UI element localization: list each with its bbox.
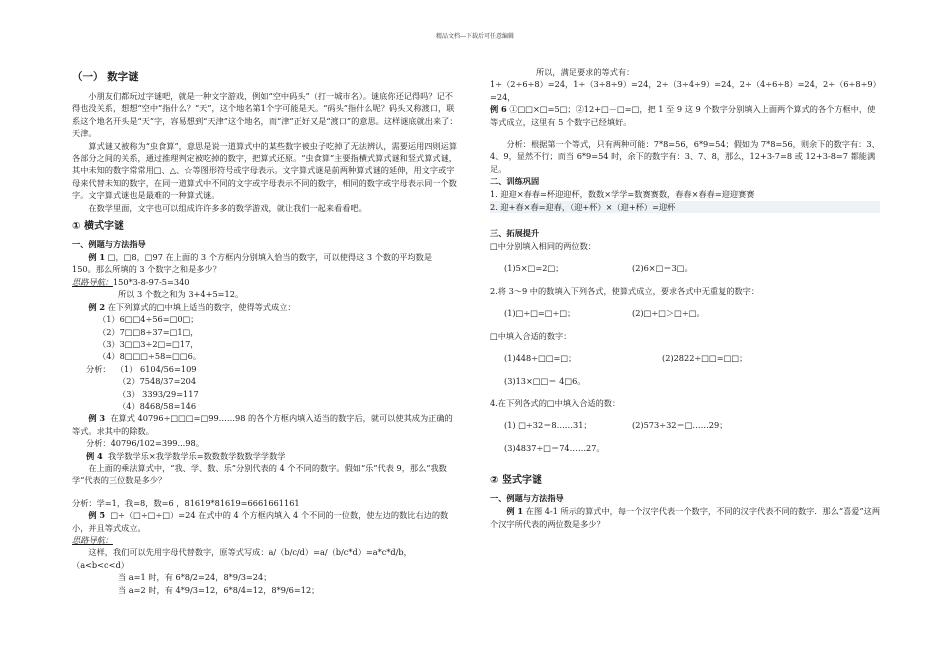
example-6 <box>490 103 880 128</box>
example-5-case: 当 a=1 时，有 6*8/2=24，8*9/3=24； <box>118 572 272 583</box>
extension-1-heading: □中分别填入相同的两位数： <box>490 241 596 252</box>
analysis-line: （3） 3393/29=117 <box>118 388 199 399</box>
intro-paragraph-2: 算式谜又被称为“虫食算”，意思是说一道算式中的某些数字被虫子吃掉了无法辨认，需要运用四则运算各部分之间的关系，通过推理判定被吃掉的数字，把算式还原。“虫食算”主要指横式算式谜和竖式算式谜，其中未知的数字常常用□、△、☆等图形符号或字母表示。文字算式谜是前两种算式谜的延伸，用文字或字母来代替未知的数字，在同一道算式中不同的文字或字母表示不同的数字，相同的数字或字母表示同一个数字。文字算式谜也是最难的一种算式谜。 <box>72 140 458 201</box>
extension-3-row <box>490 352 880 364</box>
continued-equations: 1÷（2÷6÷8）=24，1÷（3÷8÷9）=24，2÷（3÷4÷9）=24，2÷（4÷6÷8）=24，2÷（6÷8÷9）=24， <box>490 79 877 102</box>
continued-intro: 所以，满足要求的等式有： <box>536 67 635 77</box>
question: (1)448÷□□=□； <box>504 353 577 364</box>
example-4-equation: 我学数学乐×我学数学乐=数数数学数数学学数学 <box>107 450 286 461</box>
analysis-line: （2）7548/37=204 <box>118 376 197 387</box>
extension-heading: 三、拓展提升 <box>490 228 540 239</box>
section-2-heading: 一、例题与方法指导 <box>490 493 564 504</box>
question: (1)□÷□=□÷□； <box>504 308 576 319</box>
example-4-analysis: 分析：学=1，我=8，数=6 ，81619*81619=6661661161 <box>72 497 300 508</box>
analysis-line: （4）8468/58=146 <box>118 400 197 411</box>
example-1-hint <box>72 276 458 288</box>
intro-paragraph-1: 小朋友们都玩过字谜吧，就是一种文字游戏，例如“空中码头”（打一城市名）。谜底你还记得吗？记不得也没关系，想想“空中”指什么？“天”，这个地名第1个字可能是天。“码头”指什么呢？码头又称渡口，联系这个地名开头是“天”字，容易想到“天津”这个地名，而“津”正好又是“渡口”的意思。这样谜底就出来了：天津。 <box>72 91 458 139</box>
example-2-analysis <box>72 363 458 375</box>
section-title: （一） 数字谜 <box>72 71 139 83</box>
example-5-text: □÷（□÷□÷□）=24 在式中的 4 个方框内填入 4 个不同的一位数，使左边的数比右边的数小，并且等式成立。 <box>72 510 449 533</box>
example-1-label: 例 1 <box>88 252 106 263</box>
question: (2)□÷□＞□÷□。 <box>632 308 705 319</box>
extension-1-row <box>490 262 880 274</box>
example-6-analysis: 分析：根据第一个等式，只有两种可能：7*8=56，6*9=54；假如为 7*8=56，则余下的数字有：3、4、9，显然不行；而当 6*9=54 时，余下的数字有：3、7、8，那么，12+3-7=8 或 12+3-8=7 都能满足。 <box>490 139 880 174</box>
example-4-text: 在上面的乘法算式中，“我、学、数、乐”分别代表的 4 个不同的数字。假如“乐”代表 9，那么“我数学”代表的三位数是多少？ <box>72 462 447 486</box>
hint-label: 思路导航： <box>72 276 113 287</box>
right-column <box>490 66 880 530</box>
drill-item: 2. 迎+春×春=迎春，（迎+杯）×（迎+杯）=迎杯 <box>490 201 880 213</box>
intro-paragraph-3: 在数学里面，文字也可以组成许许多多的数学游戏，就让我们一起来看看吧。 <box>88 202 367 213</box>
example-3-text: 在算式 40796÷□□□=□99……98 的各个方框内填入适当的数字后，就可以使其成为正确的等式。求其中的除数。 <box>72 413 453 436</box>
subsection-title: ① 横式字谜 <box>72 221 124 233</box>
example-2-item: （1）6□□4÷56=□0□； <box>98 314 199 325</box>
drill-item: 1. 迎迎×春春=杯迎迎杯，数数×学学=数赛赛数，春春×春春=迎迎赛赛 <box>490 189 755 200</box>
example-1-answer: 所以 3 个数之和为 3+4+5=12。 <box>118 289 244 300</box>
example-6-text: ①□□×□=5□；②12+□－□=□，把 1 至 9 这 9 个数字分别填入上面两个算式的各个方框中，使等式成立，这里有 5 个数字已经填好。 <box>490 104 876 127</box>
example-2-item: （3）3□□3÷2□=□17， <box>98 338 199 349</box>
analysis-line: （1） 6104/56=109 <box>115 363 197 374</box>
extension-4-row: (3)4837÷□＝74……27。 <box>504 442 605 453</box>
example-2-item: （4）8□□□÷58=□□6。 <box>98 351 202 362</box>
extension-2-heading: 2.将 3～9 中的数填入下列各式，使算式成立，要求各式中无重复的数字： <box>490 285 760 296</box>
question: (1)5×□=2□； <box>504 263 564 274</box>
question: (2)573÷32＝□……29； <box>632 420 728 431</box>
example-5-hint-label: 思路导航： <box>72 535 113 545</box>
page-header: 精品文档---下载后可任意编辑 <box>435 33 515 40</box>
example-4-label: 例 4 <box>86 450 103 461</box>
analysis-label: 分析： <box>86 363 111 374</box>
example-3-analysis: 分析：40796/102=399...98。 <box>86 438 204 449</box>
example-2-text: 在下列算式的□中填上适当的数字，使得等式成立： <box>107 301 296 312</box>
hint-text: 150*3-8-97-5=340 <box>112 276 190 287</box>
example-2 <box>72 301 458 313</box>
examples-heading: 一、例题与方法指导 <box>72 239 146 250</box>
question: (2)2822÷□□=□□； <box>662 353 748 364</box>
example-3 <box>72 412 458 437</box>
question: (1) □÷32＝8……31； <box>504 420 592 431</box>
drill-heading: 二、训练巩固 <box>490 176 540 187</box>
example-5-label: 例 5 <box>88 510 106 521</box>
section-2-example-text: 在图 4-1 所示的算式中，每一个汉字代表一个数字，不同的汉字代表不同的数字．那么“喜爱”这两个汉字所代表的两位数是多少？ <box>490 506 881 529</box>
example-6-label: 例 6 <box>490 104 507 115</box>
example-3-label: 例 3 <box>88 413 106 424</box>
example-5-case: 当 a=2 时，有 4*9/3=12，6*8/4=12，8*9/6=12； <box>118 584 320 595</box>
extension-4-row <box>490 419 880 431</box>
section-2-example-label: 例 1 <box>506 506 524 517</box>
example-5-hint: 这样，我们可以先用字母代替数字，原等式写成：a/（b/c/d）=a/（b/c*d）=a*c*d/b，（a<b<c<d） <box>72 547 412 570</box>
example-4 <box>72 450 458 462</box>
question: (2)6×□＝3□。 <box>632 263 693 274</box>
example-1-text: □，□8，□97 在上面的 3 个方框内分别填入恰当的数字，可以使得这 3 个数的平均数是 150。那么所填的 3 个数字之和是多少？ <box>72 252 433 275</box>
section-2-example <box>490 505 880 530</box>
extension-3-row: (3)13×□□＝ 4□6。 <box>504 375 586 386</box>
left-column <box>72 66 458 596</box>
extension-4-heading: 4.在下列各式的□中填入合适的数： <box>490 397 621 408</box>
example-5 <box>72 509 458 534</box>
section-2-title: ② 竖式字谜 <box>490 475 542 487</box>
example-2-label: 例 2 <box>88 301 106 312</box>
extension-2-row <box>490 307 880 319</box>
example-2-item: （2）7□□8÷37=□1□， <box>98 326 199 337</box>
extension-3-heading: □中填入合适的数字： <box>490 330 572 341</box>
example-1 <box>72 251 458 276</box>
